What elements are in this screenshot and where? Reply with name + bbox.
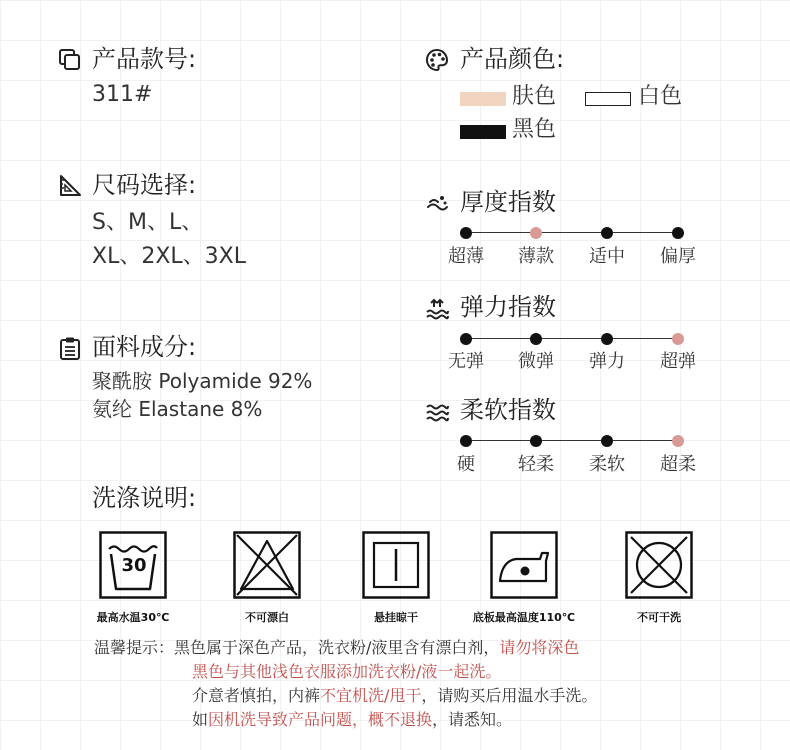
tips-line-4 [192,710,512,729]
hang-dry-icon [362,531,430,599]
thickness-level-2: 薄款 [518,246,554,267]
tips-line-3-a: 介意者慎拍，内裤 [192,686,321,705]
thickness-layers-icon [425,191,449,215]
elasticity-label: 弹力指数 [460,293,556,321]
elasticity-scale-line [466,338,678,339]
softness-level-4: 超柔 [660,454,696,475]
elasticity-dot-2 [530,333,542,345]
white-color-swatch [585,92,631,106]
tips-line-1-text: 黑色属于深色产品，洗衣粉/液里含有漂白剂， [174,638,500,657]
black-color-name: 黑色 [512,117,557,142]
copy-icon [58,48,82,72]
no-bleach-label: 不可漂白 [245,611,289,624]
elasticity-level-4: 超弹 [660,351,696,372]
fabric-line-1: 聚酰胺 Polyamide 92% [92,369,313,393]
fabric-label: 面料成分: [92,333,197,361]
no-bleach-icon [233,531,301,599]
thickness-dot-3 [601,227,613,239]
tips-line-3-c: ，请购买后用温水手洗。 [421,686,598,705]
softness-level-1: 硬 [457,454,475,475]
no-dry-clean-icon [625,531,693,599]
softness-level-3: 柔软 [589,454,625,475]
tips-line-1 [94,638,579,657]
tips-prefix: 温馨提示： [94,638,175,657]
softness-scale-line [466,440,678,441]
softness-label: 柔软指数 [460,396,556,424]
softness-dot-1 [460,435,472,447]
thickness-dot-1 [460,227,472,239]
tips-line-4-a: 如 [192,710,209,729]
fabric-line-2: 氨纶 Elastane 8% [92,397,263,421]
softness-dot-4 [672,435,684,447]
elasticity-level-1: 无弹 [448,351,484,372]
elasticity-level-3: 弹力 [589,351,625,372]
elasticity-dot-1 [460,333,472,345]
tips-line-4-warning: 因机洗导致产品问题，概不退换 [208,710,433,729]
black-color-swatch [460,125,506,139]
size-label: 尺码选择: [92,171,197,199]
iron-110-icon [490,531,558,599]
tips-line-1-warning: 请勿将深色 [499,638,580,657]
thickness-dot-4 [672,227,684,239]
wash-30-label: 最高水温30℃ [96,611,170,624]
clipboard-icon [58,336,82,360]
softness-level-2: 轻柔 [518,454,554,475]
thickness-dot-2 [530,227,542,239]
hang-dry-label: 悬挂晾干 [374,611,418,624]
model-value: 311# [92,82,153,107]
tips-line-4-c: ，请悉知。 [432,710,513,729]
thickness-level-4: 偏厚 [660,246,696,267]
color-label: 产品颜色: [460,45,565,73]
elasticity-dot-4 [672,333,684,345]
stretch-waves-icon [425,297,449,321]
ruler-triangle-icon [58,174,82,198]
tips-line-3-warning: 不宜机洗/甩干 [320,686,422,705]
model-label: 产品款号: [92,45,197,73]
white-color-name: 白色 [638,84,683,109]
tips-line-3 [192,686,597,705]
wash-temperature: 30 [121,555,147,576]
thickness-scale-line [466,232,678,233]
size-line-2: XL、2XL、3XL [92,244,246,269]
elasticity-level-2: 微弹 [518,351,554,372]
thickness-level-3: 适中 [589,246,625,267]
thickness-level-1: 超薄 [448,246,484,267]
washing-label: 洗涤说明: [92,484,197,512]
softness-dot-3 [601,435,613,447]
no-dry-clean-label: 不可干洗 [637,611,681,624]
skin-color-name: 肤色 [512,84,557,109]
iron-110-label: 底板最高温度110℃ [472,611,576,624]
tips-line-2: 黑色与其他浅色衣服添加洗衣粉/液一起洗。 [192,662,502,681]
skin-color-swatch [460,92,506,106]
size-line-1: S、M、L、 [92,210,204,235]
thickness-label: 厚度指数 [460,188,556,216]
soft-waves-icon [425,400,449,424]
palette-icon [425,48,449,72]
elasticity-dot-3 [601,333,613,345]
softness-dot-2 [530,435,542,447]
